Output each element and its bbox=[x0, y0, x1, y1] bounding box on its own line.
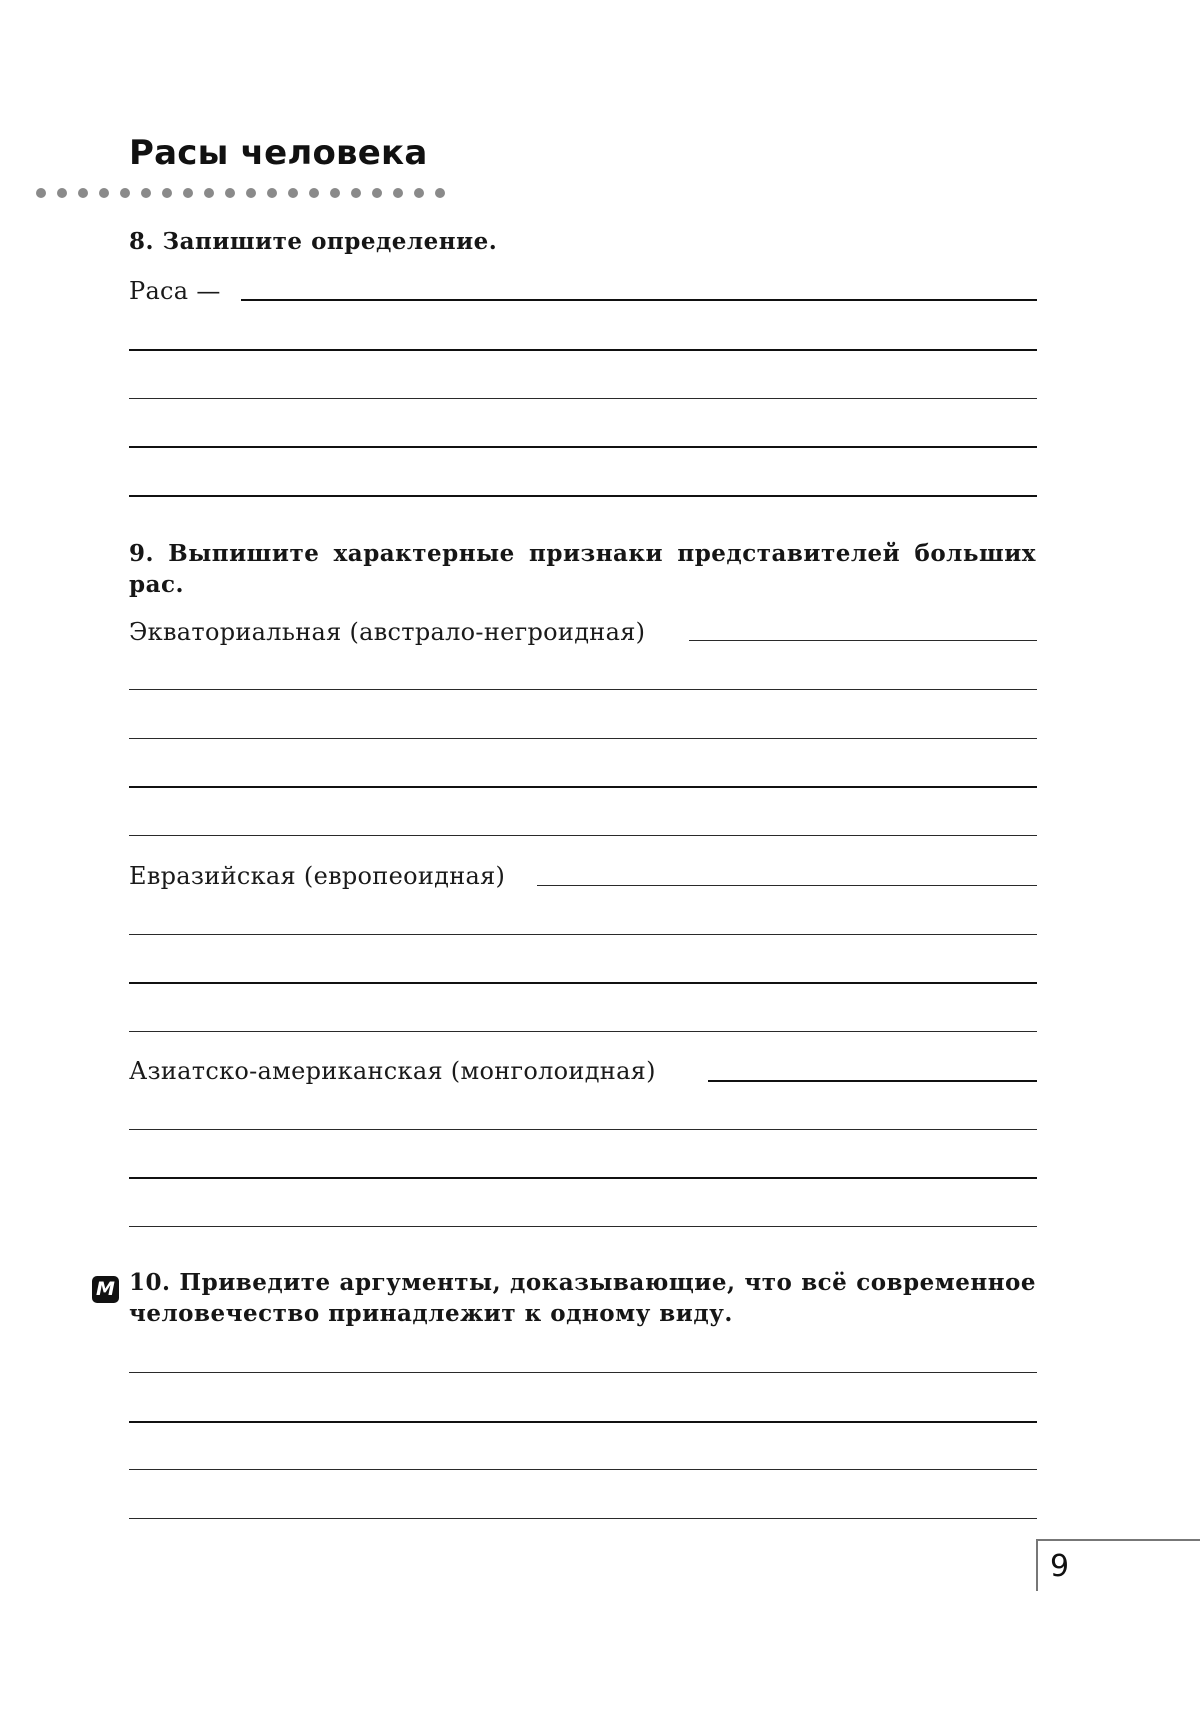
answer-line[interactable] bbox=[129, 495, 1037, 497]
task8-label: Раса — bbox=[129, 277, 221, 305]
task8-heading: 8. Запишите определение. bbox=[129, 228, 498, 255]
answer-line[interactable] bbox=[129, 1226, 1037, 1227]
dotted-divider bbox=[34, 186, 446, 200]
answer-line[interactable] bbox=[129, 1031, 1037, 1032]
answer-line[interactable] bbox=[537, 885, 1037, 886]
m-badge-icon: М bbox=[92, 1276, 119, 1303]
answer-line[interactable] bbox=[129, 835, 1037, 836]
answer-line[interactable] bbox=[129, 1421, 1037, 1423]
answer-line[interactable] bbox=[129, 689, 1037, 690]
answer-line[interactable] bbox=[129, 1129, 1037, 1130]
answer-line[interactable] bbox=[129, 1177, 1037, 1179]
answer-line[interactable] bbox=[129, 349, 1037, 351]
answer-line[interactable] bbox=[129, 982, 1037, 984]
answer-line[interactable] bbox=[129, 1372, 1037, 1373]
answer-line[interactable] bbox=[129, 934, 1037, 935]
answer-line[interactable] bbox=[129, 446, 1037, 448]
page-number-rule bbox=[1036, 1539, 1038, 1591]
race-label-eurasian: Евразийская (европеоидная) bbox=[129, 862, 506, 890]
answer-line[interactable] bbox=[129, 398, 1037, 399]
answer-line[interactable] bbox=[129, 1518, 1037, 1519]
task9-heading: 9. Выпишите характерные признаки представителей больших рас. bbox=[129, 540, 1036, 598]
page-number-rule bbox=[1036, 1539, 1200, 1541]
answer-line[interactable] bbox=[241, 299, 1037, 301]
answer-line[interactable] bbox=[129, 786, 1037, 788]
page-number: 9 bbox=[1050, 1549, 1070, 1584]
section-title: Расы человека bbox=[129, 133, 428, 173]
race-label-asian-american: Азиатско-американская (монголоидная) bbox=[129, 1057, 656, 1085]
answer-line[interactable] bbox=[689, 640, 1037, 641]
answer-line[interactable] bbox=[129, 1469, 1037, 1470]
race-label-equatorial: Экваториальная (австрало-негроидная) bbox=[129, 618, 646, 646]
task10-heading: 10. Приведите аргументы, доказывающие, что всё современное человечество принадлежит к одному виду. bbox=[129, 1269, 1036, 1327]
answer-line[interactable] bbox=[708, 1080, 1037, 1082]
answer-line[interactable] bbox=[129, 738, 1037, 739]
